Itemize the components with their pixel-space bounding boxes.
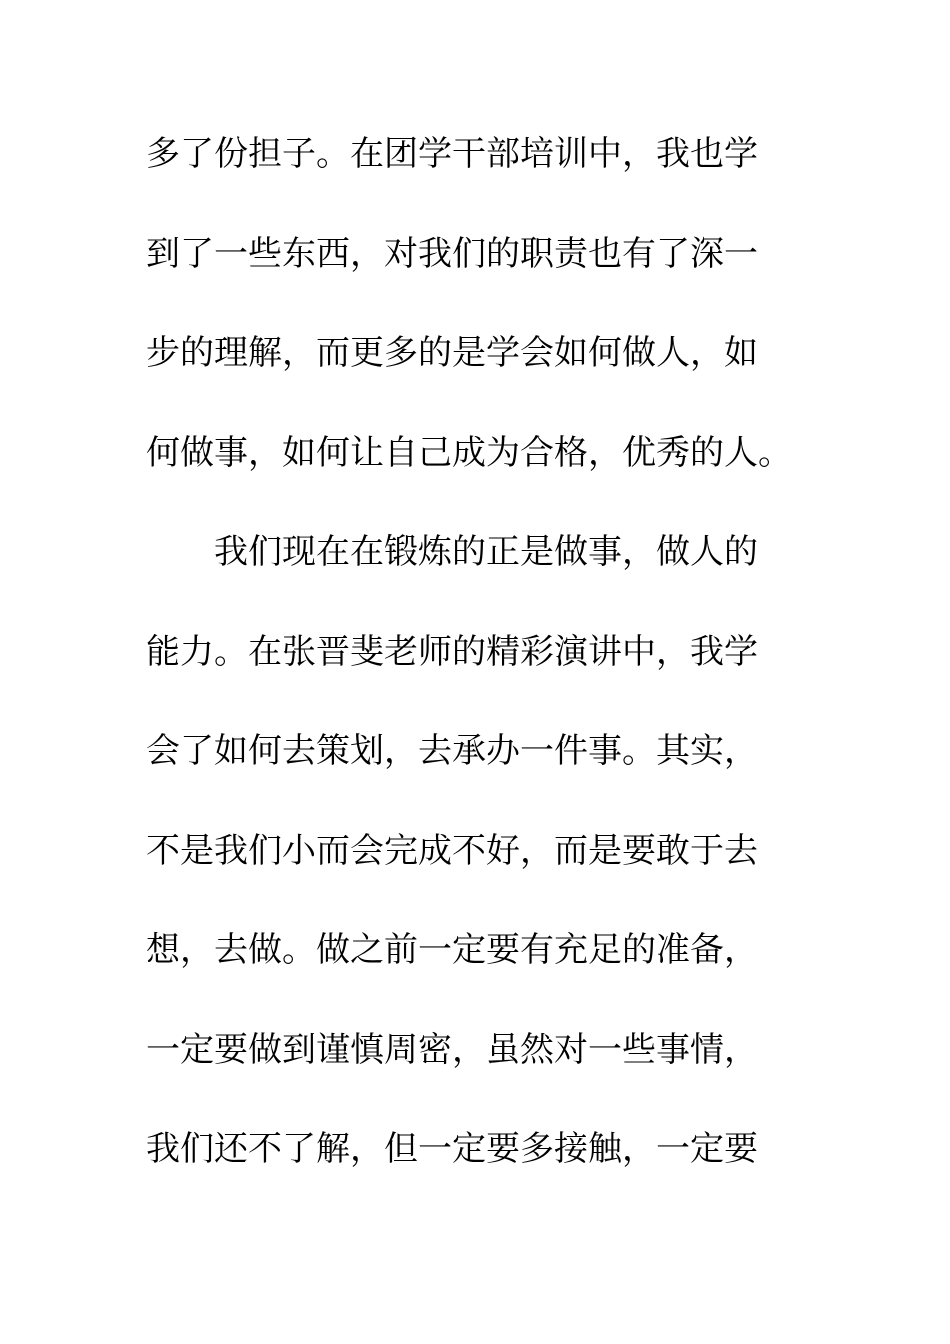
text-line-2: 到了一些东西，对我们的职责也有了深一 bbox=[146, 234, 758, 274]
text-line-10: 一定要做到谨慎周密，虽然对一些事情， bbox=[146, 1030, 758, 1070]
text-line-5: 我们现在在锻炼的正是做事，做人的 bbox=[214, 532, 758, 572]
text-line-7: 会了如何去策划，去承办一件事。其实， bbox=[146, 731, 758, 771]
text-line-11: 我们还不了解，但一定要多接触，一定要 bbox=[146, 1129, 758, 1169]
text-line-3: 步的理解，而更多的是学会如何做人，如 bbox=[146, 333, 758, 373]
text-line-4: 何做事，如何让自己成为合格，优秀的人。 bbox=[146, 433, 792, 473]
text-line-6: 能力。在张晋斐老师的精彩演讲中，我学 bbox=[146, 632, 758, 672]
text-line-8: 不是我们小而会完成不好，而是要敢于去 bbox=[146, 831, 758, 871]
text-line-1: 多了份担子。在团学干部培训中，我也学 bbox=[146, 134, 758, 174]
text-line-9: 想，去做。做之前一定要有充足的准备， bbox=[146, 930, 758, 970]
